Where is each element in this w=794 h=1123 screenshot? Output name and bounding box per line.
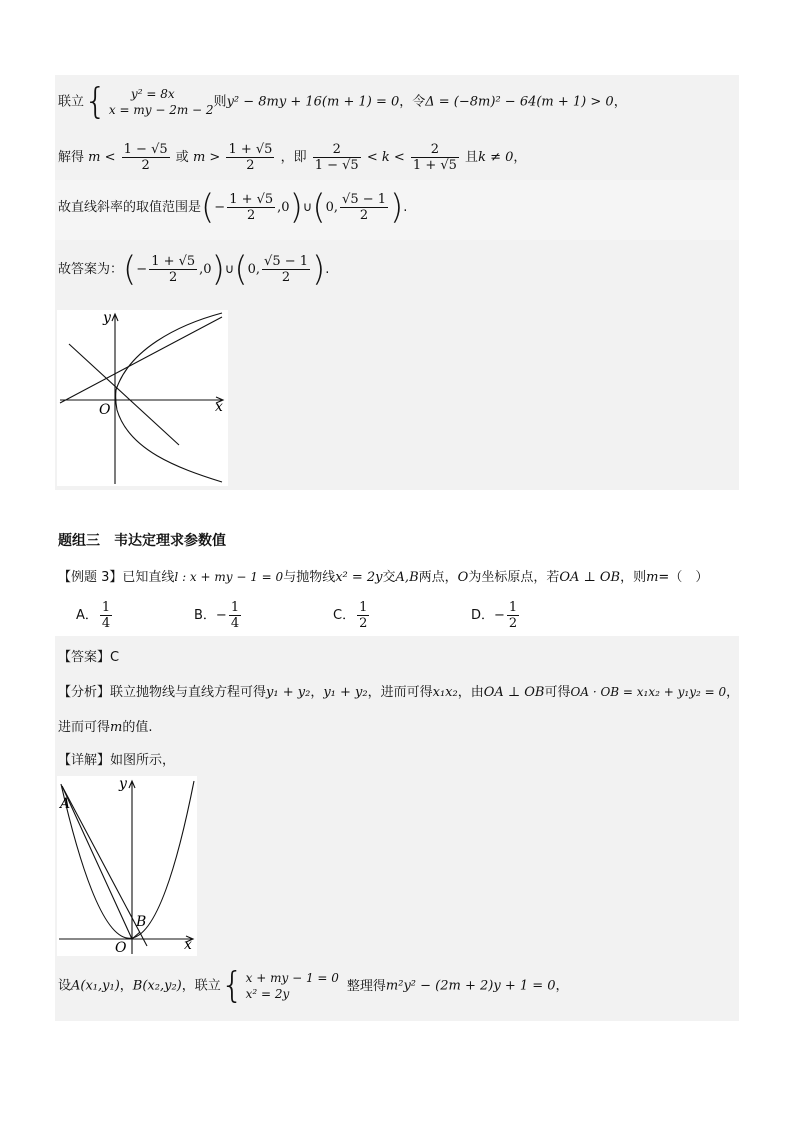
parabola-curve [61,781,194,938]
tangent-line-upper [60,317,222,403]
origin-label: O [115,940,127,956]
fraction: $\frac{√5 - 1}{2}$ [264,254,309,285]
x-axis-label: x [215,399,223,415]
parabola-figure-1 [57,310,228,486]
solution-line-3: 故直线斜率的取值范围是(− $\frac{1 + √5}{2}$ ,0)∪(0, $\frac{√5 - 1}{2}$ ). [58,187,408,228]
analysis-line-2: 进而可得m的值. [58,720,153,735]
x-axis-label: x [184,937,192,953]
fraction: $\frac{1 - √5}{2}$ [123,142,168,173]
point-b-label: B [136,914,147,930]
detail-line: 【详解】如图所示， [58,753,176,768]
equation-system: y² = 8x x = my − 2m − 2 [108,87,214,117]
solution-line-1: 联立{ y² = 8x x = my − 2m − 2 则y² − 8my + 16(m + 1) = 0，令Δ = (−8m)² − 64(m + 1) > 0， [58,81,627,122]
solution-line-2: 解得 m < $\frac{1 - √5}{2}$ 或 m > $\frac{1 + √5}{2}$ ，即 $\frac{2}{1 - √5}$ < k < $\frac{2}{1 + √5}$ 且k ≠ 0， [58,142,527,173]
origin-label: O [99,402,111,418]
fraction: $\frac{1}{4}$ [230,600,240,631]
y-axis-label: y [119,776,127,792]
parabola-figure-2 [57,776,197,956]
fraction: $\frac{1}{2}$ [508,600,518,631]
point-a-label: A [60,796,71,812]
fraction: $\frac{2}{1 + √5}$ [412,142,457,173]
equation-system: x + my − 1 = 0 x² = 2y [245,971,339,1001]
option-a[interactable]: A． $\frac{1}{4}$ [76,600,111,631]
section-heading: 题组三 韦达定理求参数值 [58,533,226,549]
option-c[interactable]: C． $\frac{1}{2}$ [333,600,368,631]
solution-line-4: 故答案为：(− $\frac{1 + √5}{2}$ ,0)∪(0, $\frac{√5 - 1}{2}$ ). [58,249,330,290]
fraction: $\frac{1}{4}$ [101,600,111,631]
option-b[interactable]: B．− $\frac{1}{4}$ [194,600,240,631]
y-axis-label: y [103,310,111,326]
fraction: $\frac{1 + √5}{2}$ [229,192,274,223]
parabola-curve [116,313,222,482]
fraction: $\frac{√5 - 1}{2}$ [342,192,387,223]
line-AB [62,786,147,946]
final-line: 设A(x₁,y₁)，B(x₂,y₂)，联立{ x + my − 1 = 0 x² = 2y 整理得m²y² − (2m + 2)y + 1 = 0， [58,965,569,1006]
analysis-line-1: 【分析】联立抛物线与直线方程可得y₁ + y₂，y₁ + y₂，进而可得x₁x₂，由OA ⊥ OB可得OA · OB = x₁x₂ + y₁y₂ = 0， [58,685,740,700]
option-d[interactable]: D．− $\frac{1}{2}$ [471,600,518,631]
fraction: $\frac{1 + √5}{2}$ [151,254,196,285]
fraction: $\frac{1}{2}$ [359,600,368,631]
fraction: $\frac{2}{1 - √5}$ [314,142,359,173]
fraction: $\frac{1 + √5}{2}$ [228,142,273,173]
tangent-line-lower [69,344,179,445]
answer-line: 【答案】C [58,650,120,665]
segment-OA [62,786,132,939]
example-question: 【例题 3】已知直线l : x + my − 1 = 0与抛物线x² = 2y交A,B两点，O为坐标原点，若OA ⊥ OB，则m=（ ） [58,570,709,585]
